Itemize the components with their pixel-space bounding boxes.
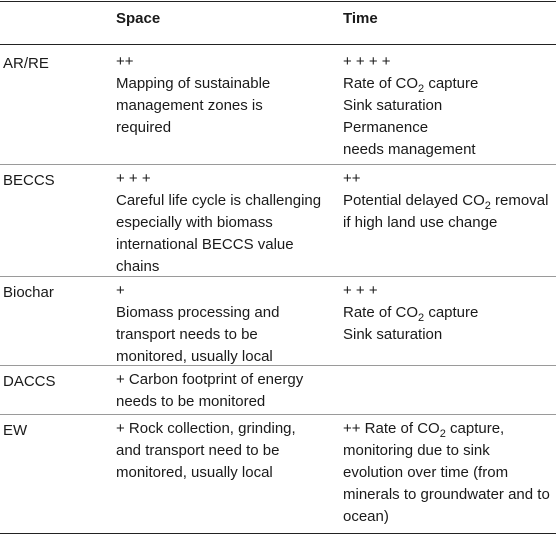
header-space: Space [116,10,161,27]
space-rating: + [116,282,125,299]
time-text: ++ Rate of $CO_2$ capture, [343,420,505,440]
space-text: monitored, usually local [116,464,273,481]
time-rating: ++ [343,170,361,187]
row-label: AR/RE [3,55,49,72]
time-text: monitoring due to sink [343,442,490,459]
space-rating: + + + [116,170,151,187]
top-rule [0,1,556,2]
row-label: Biochar [3,284,54,301]
header-rule [0,44,556,45]
space-text: + Carbon footprint of energy [116,371,304,388]
row-divider [0,164,556,165]
time-rating: + + + [343,282,378,299]
space-rating: ++ [116,53,134,70]
time-text: Rate of $CO_2$ capture [343,75,479,95]
space-cell [116,369,326,413]
space-text: Mapping of sustainable [116,75,271,92]
space-text: Biomass processing and [116,304,280,321]
time-text: ocean) [343,508,389,525]
space-text: monitored, usually local [116,348,273,365]
space-text: required [116,119,172,136]
row-label: BECCS [3,172,55,189]
time-text: Rate of $CO_2$ capture [343,304,479,324]
time-text: Potential delayed $CO_2$ removal [343,192,549,212]
space-cell [116,418,326,484]
space-cell [116,51,326,139]
time-text: needs management [343,141,476,158]
space-text: and transport need to be [116,442,280,459]
space-text: + Rock collection, grinding, [116,420,296,437]
time-text: minerals to groundwater and to [343,486,550,503]
space-text: chains [116,258,160,275]
time-cell [343,168,553,234]
time-text: evolution over time (from [343,464,509,481]
header-time: Time [343,10,378,27]
time-text: Permanence [343,119,429,136]
space-text: Careful life cycle is challenging [116,192,322,209]
space-text: needs to be monitored [116,393,266,410]
bottom-rule [0,533,556,534]
time-cell [343,280,553,346]
time-cell [343,51,553,161]
space-cell [116,280,326,368]
row-label: EW [3,422,28,439]
time-rating: + + + + [343,53,391,70]
space-cell [116,168,326,278]
space-text: international BECCS value [116,236,294,253]
row-divider [0,414,556,415]
row-label: DACCS [3,373,56,390]
time-cell [343,418,553,528]
space-text: management zones is [116,97,263,114]
time-text: Sink saturation [343,326,443,343]
space-text: especially with biomass [116,214,273,231]
space-text: transport needs to be [116,326,258,343]
time-text: if high land use change [343,214,498,231]
time-text: Sink saturation [343,97,443,114]
